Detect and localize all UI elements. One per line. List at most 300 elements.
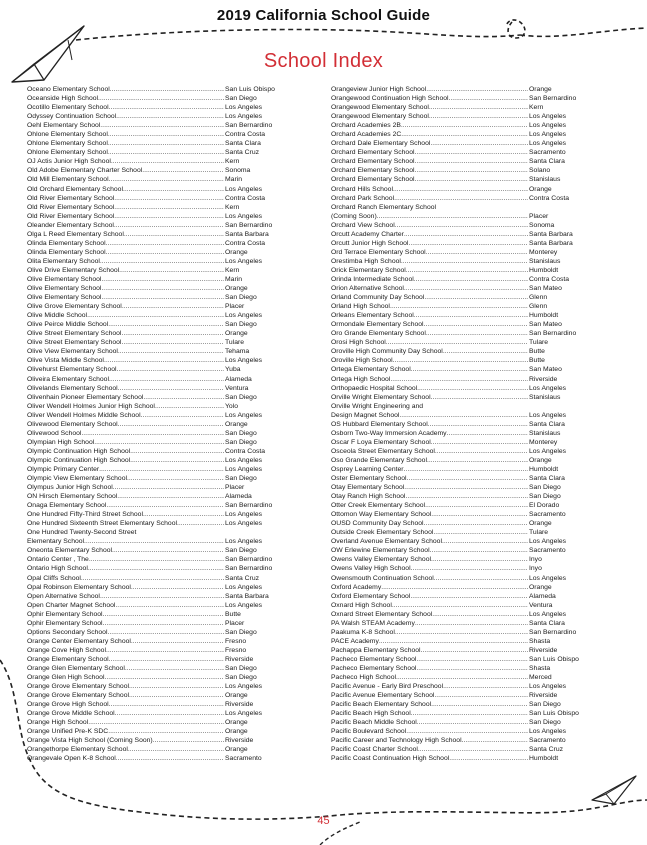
- index-entry: [331, 384, 599, 393]
- index-entry: [331, 619, 599, 628]
- county-name: Los Angeles: [225, 104, 263, 112]
- index-entry: [27, 456, 295, 465]
- dot-leader: [431, 555, 528, 564]
- school-name: Old Orchard Elementary School: [27, 185, 123, 193]
- school-name: Oso Grande Elementary School: [331, 456, 427, 464]
- school-name: Onaga Elementary School: [27, 502, 107, 510]
- dot-leader: [101, 284, 224, 293]
- dot-leader: [109, 103, 224, 112]
- dot-leader: [447, 429, 528, 438]
- school-name: Oscar F Loya Elementary School: [331, 438, 431, 446]
- dot-leader: [399, 411, 528, 420]
- school-name: Orange Grove Elementary School: [27, 683, 130, 691]
- index-entry: [27, 700, 295, 709]
- dot-leader: [104, 673, 224, 682]
- county-name: San Diego: [529, 484, 561, 492]
- school-name: Orville Wright Elementary School: [331, 393, 431, 401]
- school-name: Owens Valley High School: [331, 565, 411, 573]
- county-name: Sonoma: [225, 167, 251, 175]
- dot-leader: [130, 447, 224, 456]
- index-entry: [331, 329, 599, 338]
- school-name: Opal Robinson Elementary School: [27, 583, 131, 591]
- county-name: San Diego: [225, 429, 257, 437]
- index-entry: [27, 266, 295, 275]
- county-name: Los Angeles: [225, 520, 263, 528]
- dot-leader: [143, 510, 224, 519]
- index-entry: [27, 682, 295, 691]
- school-name: Olympus Junior High School: [27, 484, 113, 492]
- county-name: Tulare: [225, 339, 245, 347]
- index-entry: [331, 537, 599, 546]
- dot-leader: [429, 112, 528, 121]
- school-name: Orchard View School: [331, 221, 395, 229]
- school-name: Orange Center Elementary School: [27, 637, 131, 645]
- index-entry: [27, 736, 295, 745]
- index-entry: [331, 474, 599, 483]
- dot-leader: [434, 691, 528, 700]
- county-name: San Diego: [225, 628, 257, 636]
- index-entry: [27, 646, 295, 655]
- county-name: Orange: [529, 185, 552, 193]
- county-name: Riverside: [225, 701, 254, 709]
- index-entry: [331, 754, 599, 763]
- dot-leader: [123, 185, 224, 194]
- index-entry: [27, 365, 295, 374]
- index-entry: [27, 375, 295, 384]
- index-entry: [331, 601, 599, 610]
- index-entry: [331, 420, 599, 429]
- index-entry: [331, 664, 599, 673]
- school-name: Oxnard High School: [331, 601, 392, 609]
- index-entry: [27, 664, 295, 673]
- county-name: Kern: [225, 266, 240, 274]
- county-name: Los Angeles: [529, 140, 567, 148]
- dot-leader: [386, 338, 528, 347]
- school-name: Ontario Center , The: [27, 556, 89, 564]
- school-name: Otay Ranch High School: [331, 493, 406, 501]
- school-name: Pacheco Elementary School: [331, 665, 417, 672]
- dot-leader: [427, 456, 528, 465]
- school-name: Oneonta Elementary School: [27, 547, 113, 555]
- county-name: Los Angeles: [529, 447, 567, 455]
- dot-leader: [417, 718, 528, 727]
- index-entry: [27, 510, 295, 519]
- index-entry: [27, 718, 295, 727]
- index-entry: [27, 546, 295, 555]
- dot-leader: [107, 628, 224, 637]
- county-name: Placer: [225, 303, 245, 311]
- index-entry: [27, 709, 295, 718]
- index-entry: [27, 465, 295, 474]
- county-name: Los Angeles: [529, 683, 567, 691]
- school-name: Oceanside High School: [27, 95, 99, 103]
- dot-leader: [106, 248, 224, 257]
- index-entry: [331, 655, 599, 664]
- county-name: San Luis Obispo: [225, 86, 275, 93]
- index-entry: [27, 275, 295, 284]
- page-number: 45: [317, 815, 330, 827]
- dot-leader: [115, 601, 224, 610]
- county-name: San Diego: [225, 321, 257, 329]
- dot-leader: [443, 682, 528, 691]
- county-name: Alameda: [225, 375, 252, 383]
- index-entry: [331, 519, 599, 528]
- dot-leader: [124, 230, 224, 239]
- index-entry: [331, 456, 599, 465]
- index-entry: [27, 610, 295, 619]
- school-name: Ohlone Elementary School: [27, 149, 108, 157]
- school-name: Orleans Elementary School: [331, 312, 414, 320]
- dot-leader: [424, 293, 528, 302]
- school-name: Osprey Learning Center: [331, 465, 404, 473]
- county-name: Los Angeles: [225, 710, 263, 718]
- county-name: Shasta: [529, 637, 551, 645]
- county-name: Santa Clara: [529, 158, 565, 166]
- index-entry: [331, 483, 599, 492]
- county-name: Los Angeles: [529, 113, 567, 121]
- index-entry: [27, 311, 295, 320]
- dot-leader: [411, 365, 528, 374]
- county-name: Los Angeles: [529, 122, 567, 130]
- county-name: Santa Cruz: [225, 574, 260, 582]
- county-name: Santa Cruz: [225, 149, 260, 157]
- index-column-right: [331, 85, 599, 764]
- index-entry: [331, 492, 599, 501]
- school-name: Olga L Reed Elementary School: [27, 230, 124, 238]
- county-name: Contra Costa: [225, 447, 266, 455]
- index-entry: [27, 583, 295, 592]
- index-entry: [27, 248, 295, 257]
- index-entry: [27, 85, 295, 94]
- dot-leader: [113, 483, 224, 492]
- index-entry: [331, 239, 599, 248]
- dot-leader: [141, 411, 224, 420]
- school-name: Olivehurst Elementary School: [27, 366, 117, 374]
- school-name: Orchard Elementary School: [331, 158, 415, 166]
- paper-plane-small-icon: [590, 772, 638, 808]
- dot-leader: [117, 492, 224, 501]
- county-name: Contra Costa: [225, 239, 266, 247]
- index-entry: [331, 311, 599, 320]
- index-entry: [27, 338, 295, 347]
- county-name: San Diego: [529, 719, 561, 727]
- index-entry: [331, 248, 599, 257]
- county-name: Los Angeles: [225, 456, 263, 464]
- school-name: Orange Unified Pre-K SDC: [27, 728, 109, 736]
- county-name: San Diego: [225, 95, 257, 103]
- county-name: Orange: [529, 86, 552, 93]
- index-entry: [331, 121, 599, 130]
- county-name: Riverside: [529, 646, 558, 654]
- index-entry: [27, 121, 295, 130]
- index-entry: [27, 356, 295, 365]
- county-name: El Dorado: [529, 502, 560, 510]
- dot-leader: [415, 157, 529, 166]
- school-name: Outside Creek Elementary School: [331, 529, 434, 537]
- county-name: Placer: [529, 212, 549, 220]
- school-name: Olympic View Elementary School: [27, 475, 127, 483]
- school-name: One Hundred Sixteenth Street Elementary School: [27, 520, 177, 528]
- school-name: Orchard Park School: [331, 194, 395, 202]
- county-name: Santa Clara: [529, 619, 565, 627]
- dot-leader: [110, 85, 224, 94]
- index-entry: [27, 501, 295, 510]
- dot-leader: [108, 130, 224, 139]
- dot-leader: [379, 637, 528, 646]
- index-entry: [27, 420, 295, 429]
- county-name: Santa Barbara: [529, 230, 573, 238]
- dot-leader: [116, 754, 224, 763]
- county-name: Humboldt: [529, 266, 559, 274]
- school-name: Orosi High School: [331, 339, 386, 347]
- index-entry: [27, 601, 295, 610]
- county-name: Sacramento: [225, 755, 262, 763]
- school-name: ON Hirsch Elementary School: [27, 493, 118, 501]
- dot-leader: [104, 356, 224, 365]
- school-name: Olivelands Elementary School: [27, 384, 118, 392]
- school-name: Orangevale Open K-8 School: [27, 755, 116, 763]
- dot-leader: [121, 338, 224, 347]
- county-name: Monterey: [529, 248, 558, 256]
- school-name: One Hundred Fifty-Third Street School: [27, 511, 143, 519]
- dot-leader: [401, 130, 528, 139]
- county-name: Orange: [225, 692, 248, 700]
- school-name: Orinda Intermediate School: [331, 275, 414, 283]
- school-name: Osceola Street Elementary School: [331, 447, 435, 455]
- school-name: Ontario High School: [27, 565, 88, 573]
- index-entry: [331, 646, 599, 655]
- index-entry: [331, 203, 599, 212]
- dot-leader: [431, 510, 528, 519]
- county-name: Orange: [529, 456, 552, 464]
- school-name: Open Alternative School: [27, 592, 100, 600]
- school-name: Olinda Elementary School: [27, 248, 106, 256]
- dot-leader: [98, 94, 224, 103]
- dot-leader: [428, 420, 528, 429]
- index-entry: [27, 564, 295, 573]
- index-entry: [331, 718, 599, 727]
- dot-leader: [131, 583, 224, 592]
- dot-leader: [116, 112, 224, 121]
- index-entry: [331, 139, 599, 148]
- school-name: Ocotillo Elementary School: [27, 104, 109, 112]
- dot-leader: [404, 284, 528, 293]
- county-name: Tulare: [529, 339, 549, 347]
- dot-leader: [426, 85, 528, 94]
- index-entry: [27, 175, 295, 184]
- index-entry: [27, 320, 295, 329]
- dot-leader: [425, 501, 528, 510]
- index-entry: [27, 302, 295, 311]
- index-entry: [331, 700, 599, 709]
- dot-leader: [142, 166, 224, 175]
- dot-leader: [108, 320, 224, 329]
- dot-leader: [414, 275, 528, 284]
- school-name: Old Adobe Elementary Charter School: [27, 167, 143, 175]
- school-name: Design Magnet School: [331, 411, 400, 419]
- dot-leader: [177, 519, 224, 528]
- school-name: OS Hubbard Elementary School: [331, 420, 428, 428]
- school-name: Olympic Continuation High School: [27, 447, 131, 455]
- dot-leader: [449, 754, 528, 763]
- school-name: Osborn Two-Way Immersion Academy: [331, 429, 447, 437]
- county-name: Placer: [225, 484, 245, 492]
- index-entry: [331, 356, 599, 365]
- index-entry: [331, 564, 599, 573]
- county-name: San Diego: [225, 294, 257, 302]
- dot-leader: [81, 574, 224, 583]
- dot-leader: [108, 148, 224, 157]
- school-name: Orcutt Academy Charter: [331, 230, 404, 238]
- county-name: Marin: [225, 176, 242, 184]
- county-name: Solano: [529, 167, 551, 175]
- county-name: Orange: [529, 583, 552, 591]
- county-name: San Bernardino: [225, 565, 273, 573]
- dot-leader: [88, 718, 224, 727]
- school-name: Owensmouth Continuation School: [331, 574, 434, 582]
- school-name: Olita Elementary School: [27, 257, 100, 265]
- school-name: Orchard Elementary School: [331, 176, 415, 184]
- dot-leader: [393, 356, 528, 365]
- county-name: Glenn: [529, 294, 548, 302]
- dot-leader: [410, 592, 528, 601]
- index-entry: [27, 166, 295, 175]
- county-name: Humboldt: [529, 312, 559, 320]
- county-name: Butte: [529, 348, 545, 356]
- county-name: Yuba: [225, 366, 241, 374]
- index-entry: [331, 682, 599, 691]
- index-entry: [331, 637, 599, 646]
- index-entry: [27, 185, 295, 194]
- county-name: Fresno: [225, 637, 247, 645]
- county-name: Ventura: [529, 601, 553, 609]
- dot-leader: [415, 166, 529, 175]
- county-name: Riverside: [529, 692, 558, 700]
- index-entry: [331, 628, 599, 637]
- dot-leader: [115, 709, 224, 718]
- index-entry: [331, 375, 599, 384]
- index-entry: [331, 157, 599, 166]
- school-name: Otter Creek Elementary School: [331, 502, 426, 510]
- section-title: School Index: [263, 50, 384, 72]
- school-name: Olivewood School: [27, 429, 82, 437]
- dot-leader: [435, 447, 528, 456]
- county-name: Los Angeles: [225, 113, 263, 121]
- index-entry: [331, 610, 599, 619]
- school-name: Oroville High School: [331, 357, 393, 365]
- dot-leader: [81, 429, 224, 438]
- county-name: San Bernardino: [225, 556, 273, 564]
- county-name: Humboldt: [529, 465, 559, 473]
- dot-leader: [401, 257, 528, 266]
- dot-leader: [117, 365, 224, 374]
- dot-leader: [417, 384, 528, 393]
- school-name: Orchard Ranch Elementary School: [331, 203, 437, 211]
- dot-leader: [108, 727, 224, 736]
- county-name: San Bernardino: [225, 221, 273, 229]
- county-name: Orange: [529, 520, 552, 528]
- dot-leader: [130, 456, 224, 465]
- county-name: San Bernardino: [529, 95, 577, 103]
- school-name: Orestimba High School: [331, 257, 401, 265]
- school-name: Opal Cliffs School: [27, 574, 81, 582]
- index-entry: [27, 429, 295, 438]
- county-name: Inyo: [529, 565, 542, 573]
- county-name: Santa Barbara: [529, 239, 573, 247]
- county-name: Orange: [225, 285, 248, 293]
- school-name: Open Charter Magnet School: [27, 601, 116, 609]
- school-name: Olive Peirce Middle School: [27, 321, 109, 329]
- dot-leader: [392, 601, 528, 610]
- school-name: Olive Elementary School: [27, 294, 102, 302]
- index-entry: [27, 221, 295, 230]
- school-name: Ormondale Elementary School: [331, 321, 424, 329]
- index-entry: [331, 438, 599, 447]
- county-name: San Mateo: [529, 366, 562, 374]
- county-name: Los Angeles: [225, 212, 263, 220]
- dot-leader: [381, 583, 528, 592]
- school-name: Oxford Academy: [331, 583, 382, 591]
- index-entry: [27, 194, 295, 203]
- index-entry: [27, 94, 295, 103]
- school-name: Orange Grove Elementary School: [27, 692, 130, 700]
- dot-leader: [415, 619, 528, 628]
- county-name: Sacramento: [529, 547, 566, 555]
- index-entry: [27, 673, 295, 682]
- index-entry: [331, 393, 599, 402]
- county-name: Butte: [225, 610, 241, 618]
- index-entry: [331, 727, 599, 736]
- dot-leader: [408, 239, 528, 248]
- dot-leader: [106, 239, 224, 248]
- dot-leader: [118, 420, 224, 429]
- county-name: San Mateo: [529, 321, 562, 329]
- index-entry: [27, 139, 295, 148]
- county-name: Los Angeles: [225, 511, 263, 519]
- school-name: Pacific Avenue Elementary School: [331, 692, 435, 700]
- county-name: San Luis Obispo: [529, 655, 579, 663]
- county-name: Kern: [225, 158, 240, 166]
- county-name: San Diego: [529, 701, 561, 709]
- dot-leader: [442, 537, 528, 546]
- school-name: Oster Elementary School: [331, 475, 407, 483]
- dot-leader: [407, 474, 528, 483]
- school-name: Orchard Academies 2C: [331, 131, 402, 139]
- dot-leader: [114, 203, 224, 212]
- dot-leader: [89, 555, 224, 564]
- dot-leader: [415, 175, 529, 184]
- school-name: Oro Grande Elementary School: [331, 330, 426, 338]
- dot-leader: [122, 302, 224, 311]
- county-name: Monterey: [529, 438, 558, 446]
- dot-leader: [377, 212, 528, 221]
- county-name: Contra Costa: [529, 275, 570, 283]
- school-name: Pacific Coast Continuation High School: [331, 755, 450, 763]
- dot-leader: [431, 700, 528, 709]
- county-name: Santa Clara: [225, 140, 261, 148]
- dot-leader: [94, 438, 224, 447]
- dot-leader: [129, 691, 224, 700]
- dot-leader: [109, 655, 224, 664]
- school-name: Owens Valley Elementary School: [331, 556, 431, 564]
- school-name: Overland Avenue Elementary School: [331, 538, 442, 546]
- index-entry: [27, 655, 295, 664]
- dot-leader: [109, 700, 224, 709]
- school-name: OW Erlewine Elementary School: [331, 547, 430, 555]
- dot-leader: [429, 103, 528, 112]
- index-entry: [331, 320, 599, 329]
- dot-leader: [406, 727, 528, 736]
